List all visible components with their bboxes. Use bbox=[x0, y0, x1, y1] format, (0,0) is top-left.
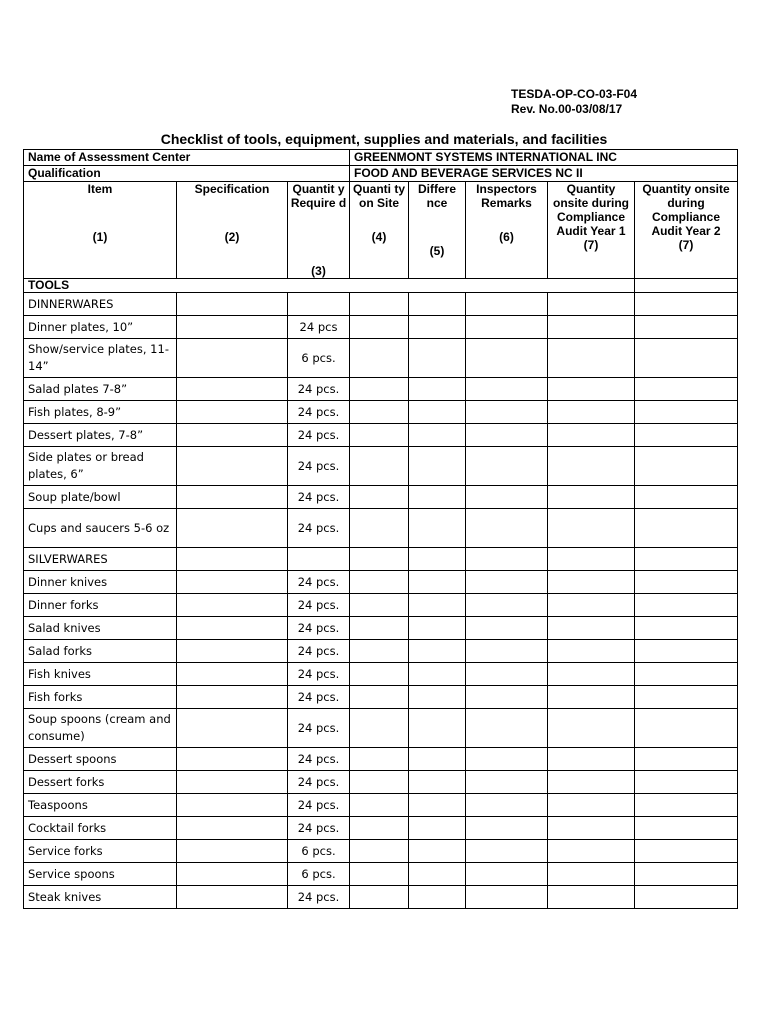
difference-cell[interactable] bbox=[409, 401, 466, 424]
specification-cell bbox=[177, 486, 288, 509]
table-row bbox=[24, 817, 738, 840]
table-row bbox=[24, 571, 738, 594]
header-qty-site-number: (4) bbox=[371, 230, 387, 244]
form-header bbox=[511, 87, 637, 117]
remarks-cell[interactable] bbox=[466, 571, 548, 594]
table-row bbox=[24, 794, 738, 817]
header-spec-label: Specification bbox=[194, 182, 270, 196]
year1-cell[interactable] bbox=[548, 594, 635, 617]
quantity-on-site-cell[interactable] bbox=[350, 378, 409, 401]
year1-cell[interactable] bbox=[548, 293, 635, 316]
year1-cell[interactable] bbox=[548, 316, 635, 339]
remarks-cell[interactable] bbox=[466, 617, 548, 640]
difference-cell[interactable] bbox=[409, 594, 466, 617]
item-cell: Teaspoons bbox=[24, 794, 177, 817]
table-row bbox=[24, 447, 738, 486]
qualification-value: FOOD AND BEVERAGE SERVICES NC II bbox=[350, 166, 738, 182]
item-cell: Salad plates 7-8” bbox=[24, 378, 177, 401]
header-item bbox=[24, 182, 177, 279]
quantity-required-cell: 24 pcs. bbox=[288, 571, 350, 594]
quantity-on-site-cell[interactable] bbox=[350, 316, 409, 339]
table-row bbox=[24, 686, 738, 709]
specification-cell bbox=[177, 840, 288, 863]
item-cell: Side plates or bread plates, 6” bbox=[24, 447, 177, 486]
assessment-center-row bbox=[24, 150, 738, 166]
specification-cell bbox=[177, 748, 288, 771]
qualification-row bbox=[24, 166, 738, 182]
quantity-on-site-cell[interactable] bbox=[350, 401, 409, 424]
year2-cell[interactable] bbox=[635, 548, 738, 571]
year2-cell[interactable] bbox=[635, 863, 738, 886]
specification-cell bbox=[177, 686, 288, 709]
difference-cell[interactable] bbox=[409, 748, 466, 771]
year1-cell[interactable] bbox=[548, 401, 635, 424]
remarks-cell[interactable] bbox=[466, 594, 548, 617]
year1-cell[interactable] bbox=[548, 663, 635, 686]
remarks-cell[interactable] bbox=[466, 509, 548, 548]
year1-cell[interactable] bbox=[548, 863, 635, 886]
year1-cell[interactable] bbox=[548, 339, 635, 378]
revision-number: Rev. No.00-03/08/17 bbox=[511, 102, 623, 116]
specification-cell bbox=[177, 424, 288, 447]
item-cell: Fish plates, 8-9” bbox=[24, 401, 177, 424]
difference-cell[interactable] bbox=[409, 447, 466, 486]
remarks-cell[interactable] bbox=[466, 293, 548, 316]
header-qty-req-label: Quantit y Require d bbox=[290, 182, 347, 210]
table-row bbox=[24, 617, 738, 640]
remarks-cell[interactable] bbox=[466, 817, 548, 840]
year2-cell[interactable] bbox=[635, 378, 738, 401]
table-row bbox=[24, 486, 738, 509]
specification-cell bbox=[177, 863, 288, 886]
year2-cell[interactable] bbox=[635, 339, 738, 378]
year2-cell[interactable] bbox=[635, 771, 738, 794]
remarks-cell[interactable] bbox=[466, 686, 548, 709]
item-cell: Soup spoons (cream and consume) bbox=[24, 709, 177, 748]
year2-cell[interactable] bbox=[635, 594, 738, 617]
quantity-on-site-cell[interactable] bbox=[350, 863, 409, 886]
specification-cell bbox=[177, 709, 288, 748]
header-year1 bbox=[548, 182, 635, 279]
difference-cell[interactable] bbox=[409, 339, 466, 378]
year1-cell[interactable] bbox=[548, 709, 635, 748]
quantity-required-cell: 24 pcs bbox=[288, 316, 350, 339]
table-row bbox=[24, 663, 738, 686]
difference-cell[interactable] bbox=[409, 486, 466, 509]
quantity-on-site-cell[interactable] bbox=[350, 509, 409, 548]
remarks-cell[interactable] bbox=[466, 640, 548, 663]
year1-cell[interactable] bbox=[548, 840, 635, 863]
quantity-on-site-cell[interactable] bbox=[350, 640, 409, 663]
header-year1-number: (7) bbox=[583, 238, 599, 252]
specification-cell bbox=[177, 548, 288, 571]
checklist-table bbox=[23, 149, 738, 909]
quantity-required-cell: 24 pcs. bbox=[288, 640, 350, 663]
item-cell: Service forks bbox=[24, 840, 177, 863]
header-diff-label: Differe nce bbox=[417, 182, 456, 210]
table-row bbox=[24, 293, 738, 316]
item-cell: Cocktail forks bbox=[24, 817, 177, 840]
year1-cell[interactable] bbox=[548, 886, 635, 909]
quantity-required-cell bbox=[288, 548, 350, 571]
year2-cell[interactable] bbox=[635, 709, 738, 748]
year1-cell[interactable] bbox=[548, 817, 635, 840]
item-cell: DINNERWARES bbox=[24, 293, 177, 316]
header-quantity-required bbox=[288, 182, 350, 279]
header-qty-site-label: Quanti ty on Site bbox=[352, 182, 405, 210]
header-difference bbox=[409, 182, 466, 279]
year1-cell[interactable] bbox=[548, 486, 635, 509]
quantity-on-site-cell[interactable] bbox=[350, 571, 409, 594]
quantity-required-cell: 24 pcs. bbox=[288, 794, 350, 817]
quantity-required-cell: 24 pcs. bbox=[288, 424, 350, 447]
remarks-cell[interactable] bbox=[466, 447, 548, 486]
specification-cell bbox=[177, 293, 288, 316]
qualification-label: Qualification bbox=[24, 166, 350, 182]
table-row bbox=[24, 509, 738, 548]
item-cell: Fish knives bbox=[24, 663, 177, 686]
specification-cell bbox=[177, 771, 288, 794]
difference-cell[interactable] bbox=[409, 686, 466, 709]
quantity-required-cell: 24 pcs. bbox=[288, 686, 350, 709]
header-inspectors-remarks bbox=[466, 182, 548, 279]
specification-cell bbox=[177, 316, 288, 339]
specification-cell bbox=[177, 794, 288, 817]
empty-cell bbox=[635, 279, 738, 293]
remarks-cell[interactable] bbox=[466, 771, 548, 794]
table-row bbox=[24, 339, 738, 378]
header-year2 bbox=[635, 182, 738, 279]
remarks-cell[interactable] bbox=[466, 748, 548, 771]
remarks-cell[interactable] bbox=[466, 486, 548, 509]
year1-cell[interactable] bbox=[548, 571, 635, 594]
year1-cell[interactable] bbox=[548, 771, 635, 794]
table-row bbox=[24, 424, 738, 447]
item-cell: Soup plate/bowl bbox=[24, 486, 177, 509]
item-cell: Dessert spoons bbox=[24, 748, 177, 771]
difference-cell[interactable] bbox=[409, 571, 466, 594]
quantity-required-cell: 6 pcs. bbox=[288, 339, 350, 378]
specification-cell bbox=[177, 401, 288, 424]
header-year2-number: (7) bbox=[678, 238, 694, 252]
year2-cell[interactable] bbox=[635, 316, 738, 339]
header-specification bbox=[177, 182, 288, 279]
header-spec-number: (2) bbox=[224, 230, 240, 244]
quantity-on-site-cell[interactable] bbox=[350, 663, 409, 686]
quantity-on-site-cell[interactable] bbox=[350, 686, 409, 709]
section-tools-row bbox=[24, 279, 738, 293]
quantity-on-site-cell[interactable] bbox=[350, 886, 409, 909]
header-item-label: Item bbox=[87, 182, 113, 196]
year1-cell[interactable] bbox=[548, 548, 635, 571]
table-row bbox=[24, 401, 738, 424]
difference-cell[interactable] bbox=[409, 509, 466, 548]
year2-cell[interactable] bbox=[635, 401, 738, 424]
year2-cell[interactable] bbox=[635, 794, 738, 817]
remarks-cell[interactable] bbox=[466, 401, 548, 424]
remarks-cell[interactable] bbox=[466, 709, 548, 748]
difference-cell[interactable] bbox=[409, 548, 466, 571]
remarks-cell[interactable] bbox=[466, 863, 548, 886]
specification-cell bbox=[177, 817, 288, 840]
quantity-on-site-cell[interactable] bbox=[350, 817, 409, 840]
quantity-on-site-cell[interactable] bbox=[350, 617, 409, 640]
difference-cell[interactable] bbox=[409, 794, 466, 817]
year2-cell[interactable] bbox=[635, 447, 738, 486]
remarks-cell[interactable] bbox=[466, 794, 548, 817]
header-remarks-label: Inspectors Remarks bbox=[476, 182, 537, 210]
year1-cell[interactable] bbox=[548, 447, 635, 486]
page-title: Checklist of tools, equipment, supplies and materials, and facilities bbox=[160, 131, 608, 147]
header-quantity-on-site bbox=[350, 182, 409, 279]
year2-cell[interactable] bbox=[635, 424, 738, 447]
quantity-required-cell: 24 pcs. bbox=[288, 509, 350, 548]
quantity-on-site-cell[interactable] bbox=[350, 709, 409, 748]
difference-cell[interactable] bbox=[409, 771, 466, 794]
year1-cell[interactable] bbox=[548, 509, 635, 548]
item-cell: SILVERWARES bbox=[24, 548, 177, 571]
quantity-required-cell bbox=[288, 293, 350, 316]
difference-cell[interactable] bbox=[409, 840, 466, 863]
table-row bbox=[24, 709, 738, 748]
year2-cell[interactable] bbox=[635, 817, 738, 840]
difference-cell[interactable] bbox=[409, 886, 466, 909]
quantity-required-cell: 6 pcs. bbox=[288, 840, 350, 863]
year2-cell[interactable] bbox=[635, 617, 738, 640]
specification-cell bbox=[177, 339, 288, 378]
quantity-on-site-cell[interactable] bbox=[350, 548, 409, 571]
difference-cell[interactable] bbox=[409, 293, 466, 316]
item-cell: Fish forks bbox=[24, 686, 177, 709]
specification-cell bbox=[177, 447, 288, 486]
item-cell: Dinner knives bbox=[24, 571, 177, 594]
quantity-on-site-cell[interactable] bbox=[350, 794, 409, 817]
table-row bbox=[24, 316, 738, 339]
difference-cell[interactable] bbox=[409, 378, 466, 401]
quantity-on-site-cell[interactable] bbox=[350, 771, 409, 794]
quantity-on-site-cell[interactable] bbox=[350, 840, 409, 863]
table-row bbox=[24, 378, 738, 401]
table-row bbox=[24, 548, 738, 571]
table-row bbox=[24, 594, 738, 617]
table-row bbox=[24, 748, 738, 771]
difference-cell[interactable] bbox=[409, 424, 466, 447]
table-row bbox=[24, 840, 738, 863]
remarks-cell[interactable] bbox=[466, 378, 548, 401]
form-code: TESDA-OP-CO-03-F04 bbox=[511, 87, 638, 101]
difference-cell[interactable] bbox=[409, 663, 466, 686]
item-cell: Dessert plates, 7-8” bbox=[24, 424, 177, 447]
specification-cell bbox=[177, 509, 288, 548]
quantity-required-cell: 24 pcs. bbox=[288, 594, 350, 617]
item-cell: Dinner plates, 10” bbox=[24, 316, 177, 339]
header-year1-label: Quantity onsite during Compliance Audit Year 1 bbox=[553, 182, 629, 238]
quantity-on-site-cell[interactable] bbox=[350, 594, 409, 617]
specification-cell bbox=[177, 640, 288, 663]
table-row bbox=[24, 640, 738, 663]
item-cell: Dinner forks bbox=[24, 594, 177, 617]
difference-cell[interactable] bbox=[409, 817, 466, 840]
difference-cell[interactable] bbox=[409, 709, 466, 748]
quantity-required-cell: 24 pcs. bbox=[288, 709, 350, 748]
quantity-required-cell: 24 pcs. bbox=[288, 447, 350, 486]
quantity-required-cell: 24 pcs. bbox=[288, 771, 350, 794]
quantity-required-cell: 24 pcs. bbox=[288, 663, 350, 686]
year1-cell[interactable] bbox=[548, 686, 635, 709]
header-diff-number: (5) bbox=[429, 244, 445, 258]
year1-cell[interactable] bbox=[548, 748, 635, 771]
specification-cell bbox=[177, 378, 288, 401]
header-qty-req-number: (3) bbox=[311, 264, 326, 278]
quantity-required-cell: 6 pcs. bbox=[288, 863, 350, 886]
specification-cell bbox=[177, 571, 288, 594]
quantity-required-cell: 24 pcs. bbox=[288, 378, 350, 401]
difference-cell[interactable] bbox=[409, 863, 466, 886]
table-row bbox=[24, 863, 738, 886]
remarks-cell[interactable] bbox=[466, 339, 548, 378]
remarks-cell[interactable] bbox=[466, 424, 548, 447]
difference-cell[interactable] bbox=[409, 617, 466, 640]
difference-cell[interactable] bbox=[409, 316, 466, 339]
year2-cell[interactable] bbox=[635, 663, 738, 686]
specification-cell bbox=[177, 886, 288, 909]
quantity-required-cell: 24 pcs. bbox=[288, 401, 350, 424]
item-cell: Show/service plates, 11-14” bbox=[24, 339, 177, 378]
quantity-required-cell: 24 pcs. bbox=[288, 886, 350, 909]
quantity-on-site-cell[interactable] bbox=[350, 447, 409, 486]
difference-cell[interactable] bbox=[409, 640, 466, 663]
column-headers bbox=[24, 182, 738, 279]
year2-cell[interactable] bbox=[635, 571, 738, 594]
quantity-on-site-cell[interactable] bbox=[350, 293, 409, 316]
quantity-required-cell: 24 pcs. bbox=[288, 748, 350, 771]
section-tools-label: TOOLS bbox=[24, 279, 635, 293]
assessment-center-label: Name of Assessment Center bbox=[24, 150, 350, 166]
remarks-cell[interactable] bbox=[466, 886, 548, 909]
table-row bbox=[24, 771, 738, 794]
year2-cell[interactable] bbox=[635, 840, 738, 863]
year2-cell[interactable] bbox=[635, 640, 738, 663]
quantity-on-site-cell[interactable] bbox=[350, 424, 409, 447]
quantity-on-site-cell[interactable] bbox=[350, 748, 409, 771]
year2-cell[interactable] bbox=[635, 486, 738, 509]
year2-cell[interactable] bbox=[635, 886, 738, 909]
year2-cell[interactable] bbox=[635, 686, 738, 709]
header-year2-label: Quantity onsite during Compliance Audit Year 2 bbox=[642, 182, 730, 238]
year2-cell[interactable] bbox=[635, 293, 738, 316]
year1-cell[interactable] bbox=[548, 617, 635, 640]
remarks-cell[interactable] bbox=[466, 663, 548, 686]
year2-cell[interactable] bbox=[635, 509, 738, 548]
remarks-cell[interactable] bbox=[466, 840, 548, 863]
quantity-required-cell: 24 pcs. bbox=[288, 486, 350, 509]
table-row bbox=[24, 886, 738, 909]
quantity-on-site-cell[interactable] bbox=[350, 339, 409, 378]
year1-cell[interactable] bbox=[548, 378, 635, 401]
item-cell: Service spoons bbox=[24, 863, 177, 886]
year1-cell[interactable] bbox=[548, 424, 635, 447]
assessment-center-value: GREENMONT SYSTEMS INTERNATIONAL INC bbox=[350, 150, 738, 166]
year1-cell[interactable] bbox=[548, 794, 635, 817]
item-cell: Cups and saucers 5-6 oz bbox=[24, 509, 177, 548]
item-cell: Salad forks bbox=[24, 640, 177, 663]
year1-cell[interactable] bbox=[548, 640, 635, 663]
quantity-on-site-cell[interactable] bbox=[350, 486, 409, 509]
item-cell: Dessert forks bbox=[24, 771, 177, 794]
specification-cell bbox=[177, 663, 288, 686]
quantity-required-cell: 24 pcs. bbox=[288, 617, 350, 640]
year2-cell[interactable] bbox=[635, 748, 738, 771]
item-cell: Steak knives bbox=[24, 886, 177, 909]
item-cell: Salad knives bbox=[24, 617, 177, 640]
header-item-number: (1) bbox=[92, 230, 108, 244]
remarks-cell[interactable] bbox=[466, 548, 548, 571]
checklist-rows bbox=[24, 293, 738, 909]
remarks-cell[interactable] bbox=[466, 316, 548, 339]
quantity-required-cell: 24 pcs. bbox=[288, 817, 350, 840]
header-remarks-number: (6) bbox=[499, 230, 514, 244]
specification-cell bbox=[177, 617, 288, 640]
specification-cell bbox=[177, 594, 288, 617]
